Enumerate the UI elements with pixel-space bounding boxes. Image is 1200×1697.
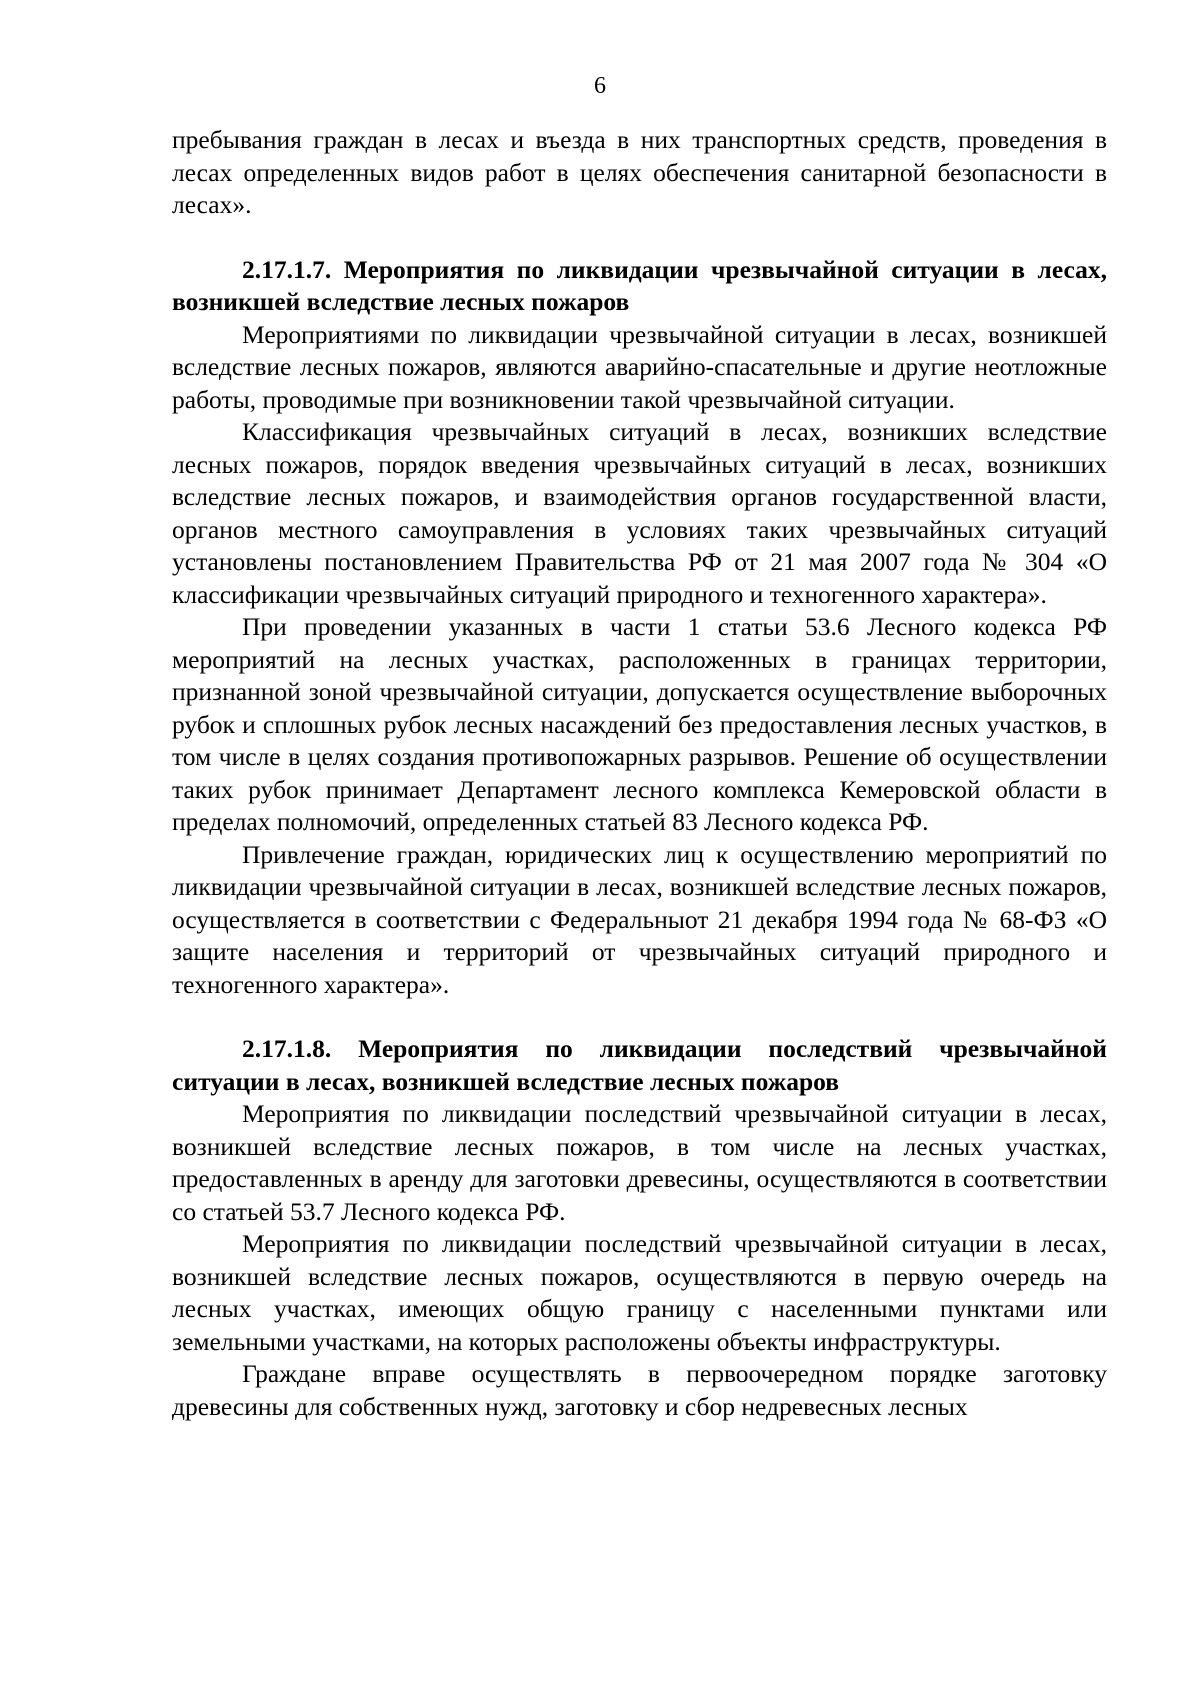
paragraph: Граждане вправе осуществлять в первоочередном порядке заготовку древесины для собственных нужд, заготовку и сбор недревесных лесных — [172, 1359, 1107, 1421]
paragraph: пребывания граждан в лесах и въезда в них транспортных средств, проведения в лесах определенных видов работ в целях обеспечения санитарной безопасности в лесах». — [172, 125, 1107, 219]
paragraph: Мероприятия по ликвидации последствий чрезвычайной ситуации в лесах, возникшей вследствие лесных пожаров, осуществляются в первую очередь на лесных участках, имеющих общую границу с населенными пунктами или земельными участками, на которых расположены объекты инфраструктуры. — [172, 1229, 1107, 1356]
page-number: 6 — [594, 73, 606, 99]
section-spacer — [172, 222, 1107, 254]
paragraph: Классификация чрезвычайных ситуаций в лесах, возникших вследствие лесных пожаров, порядок введения чрезвычайных ситуаций в лесах, возникших вследствие лесных пожаров, и взаимодействия органов государственной власти, органов местного самоуправления в условиях таких чрезвычайных ситуаций установлены постановлением Правительства РФ от 21 мая 2007 года № 304 «О классификации чрезвычайных ситуаций природного и техногенного характера». — [172, 417, 1107, 609]
section-spacer — [172, 1001, 1107, 1033]
section-heading-2-17-1-8: 2.17.1.8. Мероприятия по ликвидации последствий чрезвычайной ситуации в лесах, возникшей вследствие лесных пожаров — [172, 1034, 1107, 1096]
paragraph: Мероприятиями по ликвидации чрезвычайной ситуации в лесах, возникшей вследствие лесных пожаров, являются аварийно-спасательные и другие неотложные работы, проводимые при возникновении такой чрезвычайной ситуации. — [172, 319, 1107, 414]
paragraph: Мероприятия по ликвидации последствий чрезвычайной ситуации в лесах, возникшей вследствие лесных пожаров, в том числе на лесных участках, предоставленных в аренду для заготовки древесины, осуществляются в соответствии со статьей 53.7 Лесного кодекса РФ. — [172, 1099, 1107, 1226]
paragraph: Привлечение граждан, юридических лиц к осуществлению мероприятий по ликвидации чрезвычайной ситуации в лесах, возникшей вследствие лесных пожаров, осуществляется в соответствии с Федеральныот 21 декабря 1994 года № 68-ФЗ «О защите населения и территорий от чрезвычайных ситуаций природного и техногенного характера». — [172, 839, 1107, 999]
document-body — [172, 124, 1107, 1423]
section-heading-2-17-1-7: 2.17.1.7. Мероприятия по ликвидации чрезвычайной ситуации в лесах, возникшей вследствие лесных пожаров — [172, 254, 1107, 316]
paragraph: При проведении указанных в части 1 статьи 53.6 Лесного кодекса РФ мероприятий на лесных участках, расположенных в границах территории, признанной зоной чрезвычайной ситуации, допускается осуществление выборочных рубок и сплошных рубок лесных насаждений без предоставления лесных участков, в том числе в целях создания противопожарных разрывов. Решение об осуществлении таких рубок принимает Департамент лесного комплекса Кемеровской области в пределах полномочий, определенных статьей 83 Лесного кодекса РФ. — [172, 612, 1107, 836]
